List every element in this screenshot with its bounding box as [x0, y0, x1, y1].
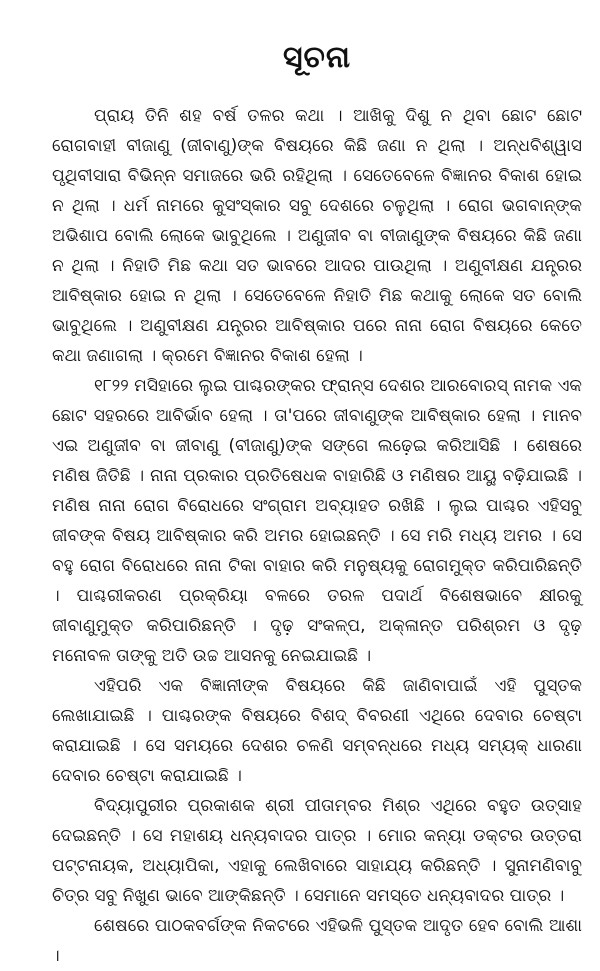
paragraph-intro: ପ୍ରାୟ ତିନି ଶହ ବର୍ଷ ତଳର କଥା । ଆଖିକୁ ଦିଶୁ ନ ଥିବା ଛୋଟ ଛୋଟ ରୋଗବାହୀ ବୀଜାଣୁ (ଜୀବାଣୁ)ଙ୍କ ବିଷୟରେ କିଛି ଜଣା ନ ଥିଲା । ଅନ୍ଧବିଶ୍ୱାସ ପୃଥିବୀସାରା ବିଭିନ୍ନ ସମାଜରେ ଭରି ରହିଥିଲା । ସେତେବେଳେ ବିଜ୍ଞାନର ବିକାଶ ହୋଇ ନ ଥିଲା । ଧର୍ମ ନାମରେ କୁସଂସ୍କାର ସବୁ ଦେଶରେ ଚଳୁଥିଲା । ରୋଗ ଭଗବାନ୍‌ଙ୍କ ଅଭିଶାପ ବୋଲି ଲୋକେ ଭାବୁଥିଲେ । ଅଣୁଜୀବ ବା ବୀଜାଣୁଙ୍କ ବିଷୟରେ କିଛି ଜଣା ନ ଥିଲା । ନିହାତି ମିଛ କଥା ସତ ଭାବରେ ଆଦର ପାଉଥିଲା । ଅଣୁବୀକ୍ଷଣ ଯନ୍ତ୍ରର ଆବିଷ୍କାର ହୋଇ ନ ଥିଲା । ସେତେବେଳେ ନିହାତି ମିଛ କଥାକୁ ଲୋକେ ସତ ବୋଲି ଭାବୁଥିଲେ । ଅଣୁବୀକ୍ଷଣ ଯନ୍ତ୍ରର ଆବିଷ୍କାର ପରେ ନାନା ରୋଗ ବିଷୟରେ କେତେ କଥା ଜଣାଗଲା । କ୍ରମେ ବିଜ୍ଞାନର ବିକାଶ ହେଲା ।: [52, 106, 582, 366]
paragraph-acknowledgements: ବିଦ୍ୟାପୁରୀର ପ୍ରକାଶକ ଶ୍ରୀ ପୀତାମ୍ବର ମିଶ୍ର ଏଥିରେ ବହୁତ ଉତ୍ସାହ ଦେଇଛନ୍ତି । ସେ ମହାଶୟ ଧନ୍ୟବାଦର ପାତ୍ର । ମୋର କନ୍ୟା ଡକ୍ଟର ଉତ୍ତରା ପଟ୍ଟନାୟକ, ଅଧ୍ୟାପିକା, ଏହାକୁ ଲେଖିବାରେ ସାହାଯ୍ୟ କରିଛନ୍ତି । ସୁନାମଣିବାବୁ ଚିତ୍ର ସବୁ ନିଖୁଣ ଭାବେ ଆଙ୍କିଛନ୍ତି । ସେମାନେ ସମସ୍ତେ ଧନ୍ୟବାଦର ପାତ୍ର ।: [52, 796, 582, 906]
paragraph-closing: ଶେଷରେ ପାଠକବର୍ଗଙ୍କ ନିକଟରେ ଏହିଭଳି ପୁସ୍ତକ ଆଦୃତ ହେବ ବୋଲି ଆଶା ।: [52, 916, 582, 966]
document-page: [52, 40, 582, 971]
paragraph-pasteur: ୧୮୨୨ ମସିହାରେ ଲୁଇ ପାଶ୍ଚରଙ୍କର ଫ୍ରାନ୍ସ ଦେଶର ଆରବୋରସ୍ ନାମକ ଏକ ଛୋଟ ସହରରେ ଆବିର୍ଭାବ ହେଲା । ତା'ପରେ ଜୀବାଣୁଙ୍କ ଆବିଷ୍କାର ହେଲା । ମାନବ ଏଇ ଅଣୁଜୀବ ବା ଜୀବାଣୁ (ବୀଜାଣୁ)ଙ୍କ ସଙ୍ଗେ ଲଢ଼େଇ କରିଆସିଛି । ଶେଷରେ ମଣିଷ ଜିତିଛି । ନାନା ପ୍ରକାର ପ୍ରତିଷେଧକ ବାହାରିଛି ଓ ମଣିଷର ଆୟୁ ବଢ଼ିଯାଇଛି । ମଣିଷ ନାନା ରୋଗ ବିରୋଧରେ ସଂଗ୍ରାମ ଅବ୍ୟାହତ ରଖିଛି । ଲୁଇ ପାଶ୍ଚର ଏହିସବୁ ଜୀବଙ୍କ ବିଷୟ ଆବିଷ୍କାର କରି ଅମର ହୋଇଛନ୍ତି । ସେ ମରି ମଧ୍ୟ ଅମର । ସେ ବହୁ ରୋଗ ବିରୋଧରେ ନାନା ଟିକା ବାହାର କରି ମନୁଷ୍ୟକୁ ରୋଗମୁକ୍ତ କରିପାରିଛନ୍ତି । ପାଶ୍ଚରୀକରଣ ପ୍ରକ୍ରିୟା ବଳରେ ତରଳ ପଦାର୍ଥ ବିଶେଷଭାବେ କ୍ଷୀରକୁ ଜୀବାଣୁମୁକ୍ତ କରିପାରିଛନ୍ତି । ଦୃଢ଼ ସଂକଳ୍ପ, ଅକ୍ଳାନ୍ତ ପରିଶ୍ରମ ଓ ଦୃଢ଼ ମନୋବଳ ତାଙ୍କୁ ଅତି ଉଚ୍ଚ ଆସନକୁ ନେଇଯାଇଛି ।: [52, 376, 582, 666]
paragraph-purpose: ଏହିପରି ଏକ ବିଜ୍ଞାନୀଙ୍କ ବିଷୟରେ କିଛି ଜାଣିବାପାଇଁ ଏହି ପୁସ୍ତକ ଲେଖାଯାଇଛି । ପାଶ୍ଚରଙ୍କ ବିଷୟରେ ବିଶଦ୍ ବିବରଣୀ ଏଥିରେ ଦେବାର ଚେଷ୍ଟା କରାଯାଇଛି । ସେ ସମୟରେ ଦେଶର ଚଳଣି ସମ୍ବନ୍ଧରେ ମଧ୍ୟ ସମ୍ୟକ୍ ଧାରଣା ଦେବାର ଚେଷ୍ଟା କରାଯାଇଛି ।: [52, 676, 582, 786]
page-title: ସୂଚନା: [282, 40, 351, 75]
